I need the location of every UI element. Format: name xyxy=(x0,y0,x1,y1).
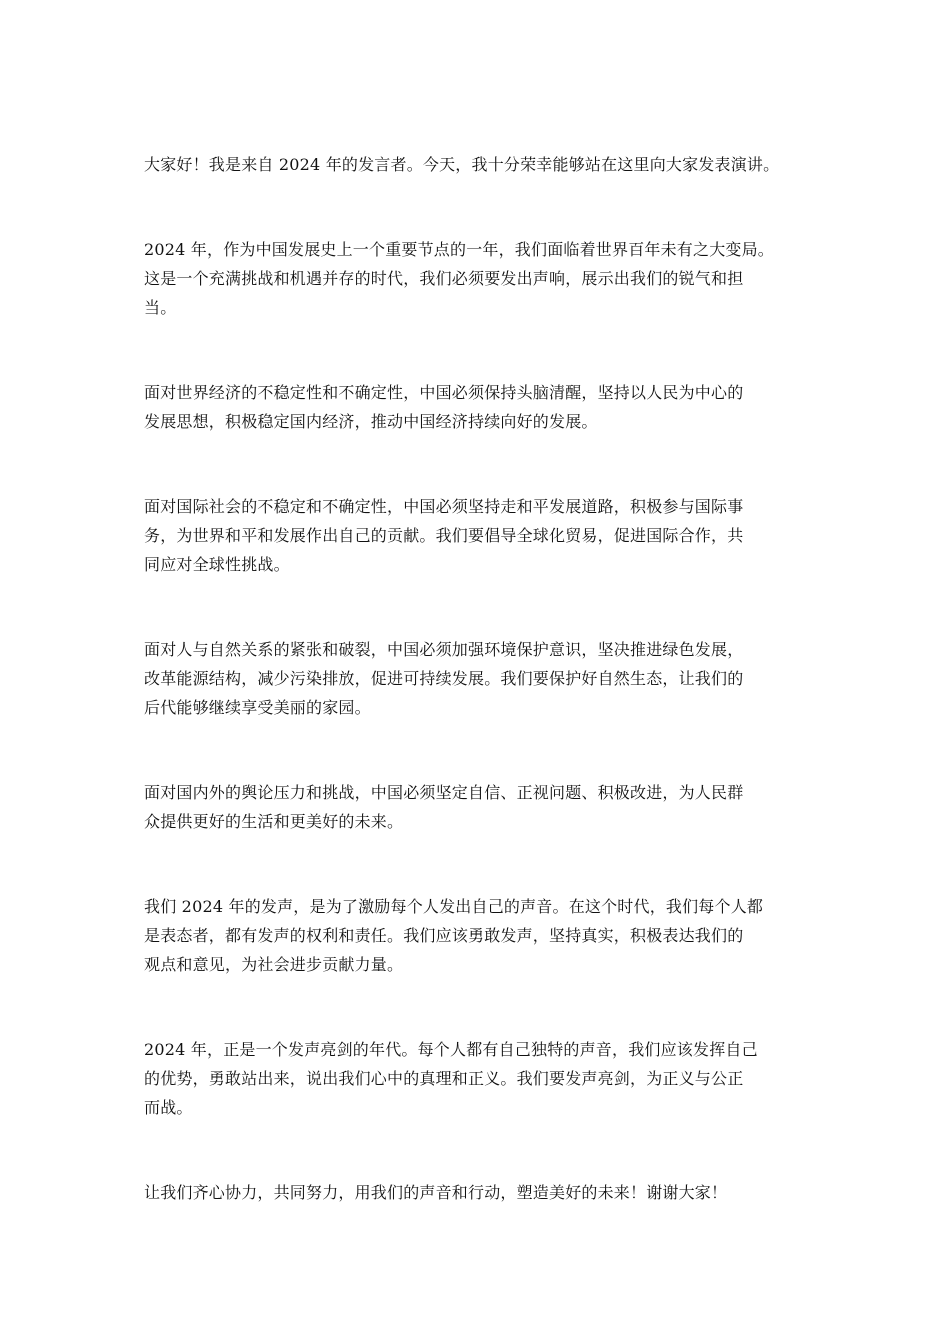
paragraph-public-opinion xyxy=(144,778,808,836)
text-line: 2024 年，正是一个发声亮剑的年代。每个人都有自己独特的声音，我们应该发挥自己 xyxy=(144,1040,758,1059)
text-line: 面对国际社会的不稳定和不确定性，中国必须坚持走和平发展道路，积极参与国际事 xyxy=(144,497,744,516)
text-line: 后代能够继续享受美丽的家园。 xyxy=(144,698,371,717)
text-line: 面对国内外的舆论压力和挑战，中国必须坚定自信、正视问题、积极改进，为人民群 xyxy=(144,783,744,802)
text-line: 我们 2024 年的发声，是为了激励每个人发出自己的声音。在这个时代，我们每个人都 xyxy=(144,897,764,916)
text-line: 观点和意见，为社会进步贡献力量。 xyxy=(144,955,404,974)
text-line: 面对人与自然关系的紧张和破裂，中国必须加强环境保护意识，坚决推进绿色发展， xyxy=(144,640,744,659)
speech-body xyxy=(144,150,808,1263)
text-line: 这是一个充满挑战和机遇并存的时代，我们必须要发出声响，展示出我们的锐气和担 xyxy=(144,269,744,288)
paragraph-voice xyxy=(144,892,808,979)
paragraph-international xyxy=(144,492,808,579)
paragraph-economy xyxy=(144,378,808,436)
text-line: 而战。 xyxy=(144,1098,193,1117)
text-line: 面对世界经济的不稳定性和不确定性，中国必须保持头脑清醒，坚持以人民为中心的 xyxy=(144,383,744,402)
text-line: 的优势，勇敢站出来，说出我们心中的真理和正义。我们要发声亮剑，为正义与公正 xyxy=(144,1069,744,1088)
paragraph-closing xyxy=(144,1178,808,1207)
text-line: 众提供更好的生活和更美好的未来。 xyxy=(144,812,404,831)
paragraph-2024-overview xyxy=(144,235,808,322)
text-line: 改革能源结构，减少污染排放，促进可持续发展。我们要保护好自然生态，让我们的 xyxy=(144,669,744,688)
text-line: 当。 xyxy=(144,298,177,317)
paragraph-greeting xyxy=(144,150,808,179)
text-line: 务，为世界和平和发展作出自己的贡献。我们要倡导全球化贸易，促进国际合作，共 xyxy=(144,526,744,545)
text-line: 是表态者，都有发声的权利和责任。我们应该勇敢发声，坚持真实，积极表达我们的 xyxy=(144,926,744,945)
paragraph-environment xyxy=(144,635,808,722)
text-line: 2024 年，作为中国发展史上一个重要节点的一年，我们面临着世界百年未有之大变局。 xyxy=(144,240,775,259)
text-line: 大家好！我是来自 2024 年的发言者。今天，我十分荣幸能够站在这里向大家发表演讲。 xyxy=(144,155,780,174)
text-line: 同应对全球性挑战。 xyxy=(144,555,290,574)
text-line: 让我们齐心协力，共同努力，用我们的声音和行动，塑造美好的未来！谢谢大家！ xyxy=(144,1183,728,1202)
text-line: 发展思想，积极稳定国内经济，推动中国经济持续向好的发展。 xyxy=(144,412,598,431)
paragraph-era xyxy=(144,1035,808,1122)
